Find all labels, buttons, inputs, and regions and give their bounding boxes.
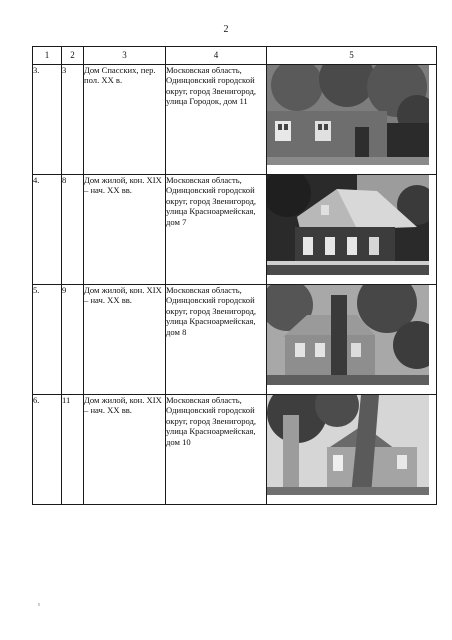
- object-name: Дом жилой, кон. XIX – нач. XX вв.: [84, 285, 166, 395]
- registry-number: 8: [62, 175, 84, 285]
- object-name: Дом Спасских, пер. пол. XX в.: [84, 65, 166, 175]
- registry-number: 11: [62, 395, 84, 505]
- object-name: Дом жилой, кон. XIX – нач. XX вв.: [84, 175, 166, 285]
- object-name: Дом жилой, кон. XIX – нач. XX вв.: [84, 395, 166, 505]
- photo-cell: [267, 65, 437, 175]
- photo-cell: [267, 285, 437, 395]
- row-number: 5.: [33, 285, 62, 395]
- house-photo: [267, 65, 429, 165]
- heritage-objects-table: [32, 46, 437, 505]
- registry-number: 3: [62, 65, 84, 175]
- object-address: Московская область, Одинцовский городской округ, город Звенигород, улица Красноармейская, дом 8: [166, 285, 267, 395]
- table-row: [33, 285, 437, 395]
- column-header: 2: [62, 47, 84, 65]
- object-address: Московская область, Одинцовский городской округ, город Звенигород, улица Городок, дом 11: [166, 65, 267, 175]
- house-photo: [267, 175, 429, 275]
- row-number: 3.: [33, 65, 62, 175]
- house-photo: [267, 285, 429, 385]
- house-photo: [267, 395, 429, 495]
- scan-mark: [38, 603, 40, 606]
- row-number: 6.: [33, 395, 62, 505]
- column-header: 3: [84, 47, 166, 65]
- row-number: 4.: [33, 175, 62, 285]
- page-number: 2: [223, 24, 229, 35]
- registry-number: 9: [62, 285, 84, 395]
- photo-cell: [267, 395, 437, 505]
- table-row: [33, 395, 437, 505]
- object-address: Московская область, Одинцовский городской округ, город Звенигород, улица Красноармейская, дом 10: [166, 395, 267, 505]
- column-header: 1: [33, 47, 62, 65]
- object-address: Московская область, Одинцовский городской округ, город Звенигород, улица Красноармейская, дом 7: [166, 175, 267, 285]
- photo-cell: [267, 175, 437, 285]
- column-header: 4: [166, 47, 267, 65]
- table-header-row: [33, 47, 437, 65]
- table-row: [33, 175, 437, 285]
- column-header: 5: [267, 47, 437, 65]
- table-row: [33, 65, 437, 175]
